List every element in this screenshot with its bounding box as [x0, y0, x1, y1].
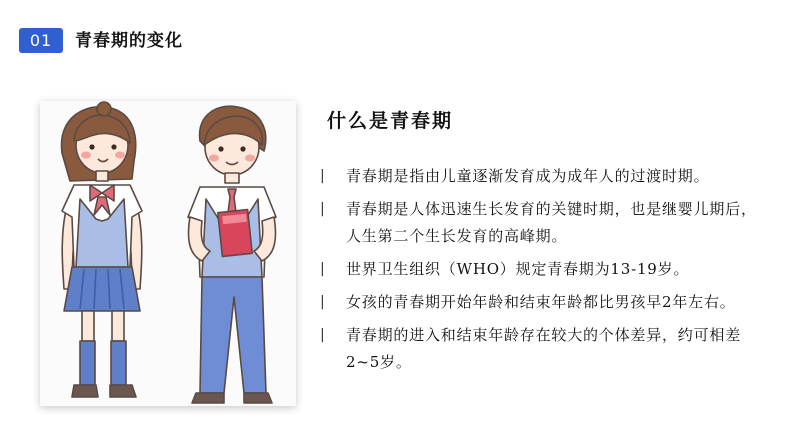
section-number-badge: 01: [19, 28, 63, 53]
boy-figure: [188, 106, 276, 403]
girl-figure: [62, 102, 142, 397]
students-illustration: [40, 101, 296, 406]
list-item-text: 青春期是人体迅速生长发育的关键时期，也是继婴儿期后，人生第二个生长发育的高峰期。: [346, 200, 757, 245]
list-item: [318, 322, 766, 376]
list-item: [318, 163, 788, 190]
list-item-text: 青春期是指由儿童逐渐发育成为成年人的过渡时期。: [346, 167, 710, 185]
vertical-bar-icon: |: [320, 168, 326, 184]
vertical-bar-icon: |: [320, 261, 326, 277]
list-item: [318, 289, 788, 316]
content-heading: 什么是青春期: [327, 110, 454, 132]
list-item-text: 女孩的青春期开始年龄和结束年龄都比男孩早2年左右。: [346, 293, 736, 311]
list-item-text: 世界卫生组织（WHO）规定青春期为13-19岁。: [346, 260, 690, 278]
vertical-bar-icon: |: [320, 294, 326, 310]
section-title: 青春期的变化: [75, 31, 183, 51]
list-item: [318, 196, 766, 250]
bullet-list: [318, 163, 788, 376]
vertical-bar-icon: |: [320, 327, 326, 343]
vertical-bar-icon: |: [320, 201, 326, 217]
list-item: [318, 256, 788, 283]
list-item-text: 青春期的进入和结束年龄存在较大的个体差异，约可相差2~5岁。: [346, 326, 742, 371]
